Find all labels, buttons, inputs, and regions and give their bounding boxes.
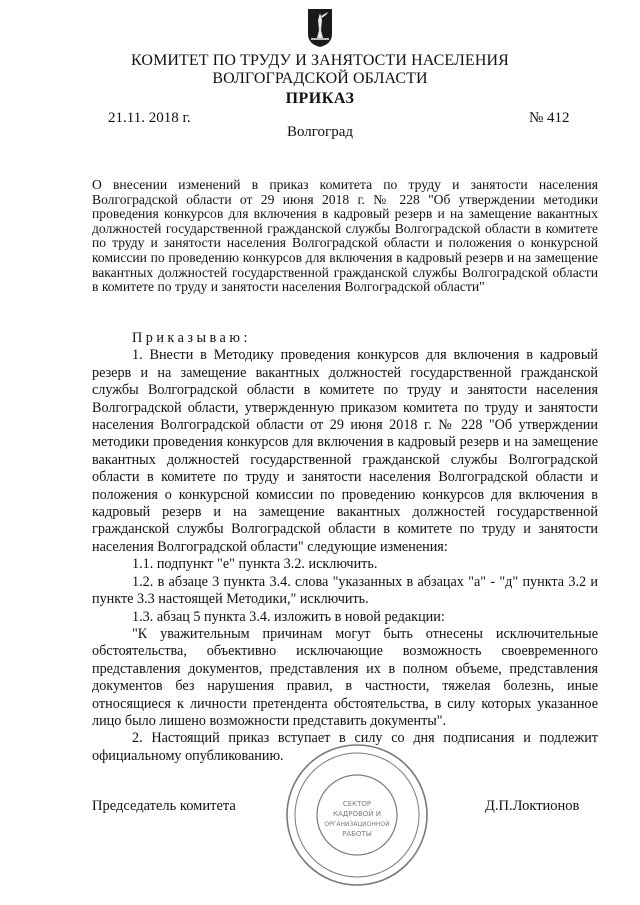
order-word: Приказываю: xyxy=(132,330,251,346)
stamp-line-4: РАБОТЫ xyxy=(342,830,372,838)
organization-name-line2: ВОЛГОГРАДСКОЙ ОБЛАСТИ xyxy=(212,70,428,87)
document-city: Волгоград xyxy=(286,124,353,140)
clause-1: 1. Внести в Методику проведения конкурсов для включения в кадровый резерв и на замещение вакантных должностей государственной гражданской службы Волгоградской области в комитете по труду и занятости населения Волгоградской области, утвержденную приказом комитета по труду и занятости населения Волгоградской области от 29 июня 2018 г. № 228 "Об утверждении методики проведения конкурсов для включения в кадровый резерв и на замещение вакантных должностей государственной гражданской службы Волгоградской области в комитете по труду и занятости населения Волгоградской области и положения о конкурсной комиссии по проведению конкурсов для включения в кадровый резерв и на замещение вакантных должностей государственной гражданской службы Волгоградской области в комитете по труду и занятости населения Волгоградской области" следующие изменения: xyxy=(92,347,598,555)
clause-2: 2. Настоящий приказ вступает в силу со дня подписания и подлежит официальному опубликованию. xyxy=(92,730,598,764)
coat-of-arms-icon xyxy=(307,8,333,48)
document-title-block xyxy=(92,178,598,295)
document-title: О внесении изменений в приказ комитета по труду и занятости населения Волгоградской области от 29 июня 2018 г. № 228 "Об утверждении методики проведения конкурсов для включения в кадровый резерв и на замещение вакантных должностей государственной гражданской службы Волгоградской области в комитете по труду и занятости населения Волгоградской области и положения о конкурсной комиссии по проведению конкурсов для включения в кадровый резерв и на замещение вакантных должностей государственной гражданской службы Волгоградской области в комитете по труду и занятости населения Волгоградской области" xyxy=(92,177,598,295)
stamp-line-1: СЕКТОР xyxy=(342,800,372,808)
signatory-name: Д.П.Локтионов xyxy=(485,798,580,814)
document-number: № 412 xyxy=(529,110,570,126)
document-type: ПРИКАЗ xyxy=(285,90,355,107)
clause-1-3-quote: "К уважительным причинам могут быть отнесены исключительные обстоятельства, объективно исключающие возможность своевременного представления документов, представления их в полном объеме, представления документов без нарушения правил, в частности, тяжелая болезнь, иные относящиеся к личности претендента обстоятельства, в силу которых указанное лицо было лишено возможности представить документы". xyxy=(92,625,598,729)
document-body xyxy=(92,330,598,765)
clause-1-3: 1.3. абзац 5 пункта 3.4. изложить в новой редакции: xyxy=(132,608,445,625)
clause-1-1: 1.1. подпункт "е" пункта 3.2. исключить. xyxy=(132,556,378,573)
document-date: 21.11. 2018 г. xyxy=(108,110,191,126)
official-stamp xyxy=(282,740,432,890)
organization-name-line1: КОМИТЕТ ПО ТРУДУ И ЗАНЯТОСТИ НАСЕЛЕНИЯ xyxy=(131,52,509,69)
clause-1-2: 1.2. в абзаце 3 пункта 3.4. слова "указанных в абзацах "а" - "д" пункта 3.2 и пункте 3.3 настоящей Методики," исключить. xyxy=(92,573,598,608)
signatory-position: Председатель комитета xyxy=(92,798,236,814)
stamp-line-2: КАДРОВОЙ И xyxy=(333,810,381,818)
stamp-line-3: ОРГАНИЗАЦИОННОЙ xyxy=(324,821,390,828)
